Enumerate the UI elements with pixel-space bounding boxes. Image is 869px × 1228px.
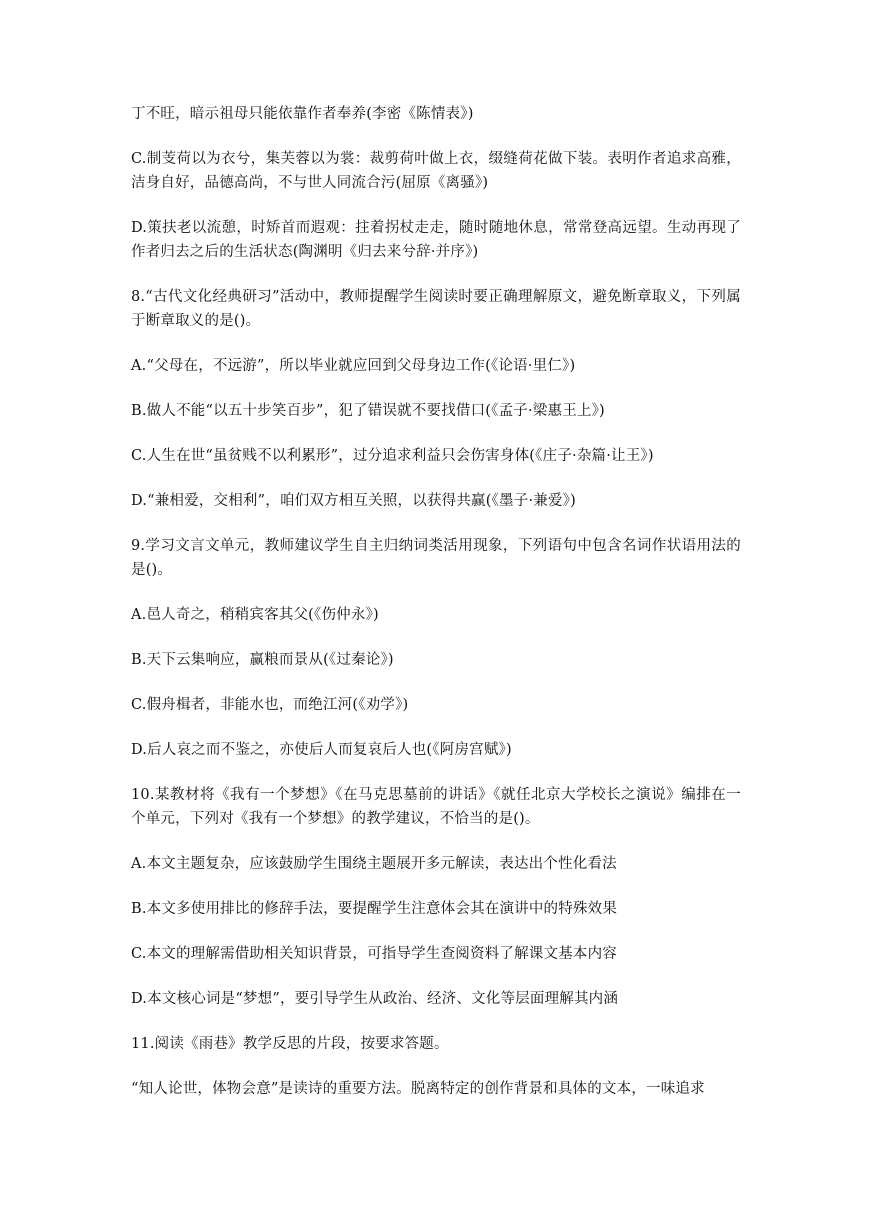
option-q7-c: C.制芰荷以为衣兮，集芙蓉以为裳：裁剪荷叶做上衣，缀缝荷花做下装。表明作者追求高雅，洁身自好，品德高尚，不与世人同流合污(屈原《离骚》) <box>131 151 741 191</box>
option-q9-a: A.邑人奇之，稍稍宾客其父(《伤仲永》) <box>131 607 379 623</box>
question-8: 8.“古代文化经典研习”活动中，教师提醒学生阅读时要正确理解原文，避免断章取义，下列属于断章取义的是()。 <box>131 289 741 329</box>
option-q9-c: C.假舟楫者，非能水也，而绝江河(《劝学》) <box>131 697 409 713</box>
option-q10-c: C.本文的理解需借助相关知识背景，可指导学生查阅资料了解课文基本内容 <box>131 946 617 962</box>
option-q8-c: C.人生在世“虽贫贱不以利累形”，过分追求利益只会伤害身体(《庄子·杂篇·让王》) <box>131 448 654 464</box>
option-q8-b: B.做人不能“以五十步笑百步”，犯了错误就不要找借口(《孟子·梁惠王上》) <box>131 403 605 419</box>
option-q7-d: D.策扶老以流憩，时矫首而遐观：拄着拐杖走走，随时随地休息，常常登高远望。生动再现了作者归去之后的生活状态(陶渊明《归去来兮辞·并序》) <box>131 220 741 260</box>
option-q10-a: A.本文主题复杂，应该鼓励学生围绕主题展开多元解读，表达出个性化看法 <box>131 856 617 872</box>
option-q8-a: A.“父母在，不远游”，所以毕业就应回到父母身边工作(《论语·里仁》) <box>131 358 576 374</box>
option-q9-d: D.后人哀之而不鉴之，亦使后人而复哀后人也(《阿房宫赋》) <box>131 742 512 758</box>
option-q10-b: B.本文多使用排比的修辞手法，要提醒学生注意体会其在演讲中的特殊效果 <box>131 901 618 917</box>
option-q9-b: B.天下云集响应，赢粮而景从(《过秦论》) <box>131 652 394 668</box>
option-q8-d: D.“兼相爱，交相利”，咱们双方相互关照，以获得共赢(《墨子·兼爱》) <box>131 493 576 509</box>
option-q10-d: D.本文核心词是“梦想”，要引导学生从政治、经济、文化等层面理解其内涵 <box>131 991 619 1007</box>
paragraph-q7b-continued: 丁不旺，暗示祖母只能依靠作者奉养(李密《陈情表》) <box>131 106 474 122</box>
question-11-passage: “知人论世，体物会意”是读诗的重要方法。脱离特定的创作背景和具体的文本，一味追求 <box>131 1081 705 1097</box>
document-page <box>131 102 741 1122</box>
question-10: 10.某教材将《我有一个梦想》《在马克思墓前的讲话》《就任北京大学校长之演说》编排在一个单元，下列对《我有一个梦想》的教学建议，不恰当的是()。 <box>131 787 741 827</box>
question-9: 9.学习文言文单元，教师建议学生自主归纳词类活用现象，下列语句中包含名词作状语用法的是()。 <box>131 538 741 578</box>
question-11: 11.阅读《雨巷》教学反思的片段，按要求答题。 <box>131 1036 449 1052</box>
